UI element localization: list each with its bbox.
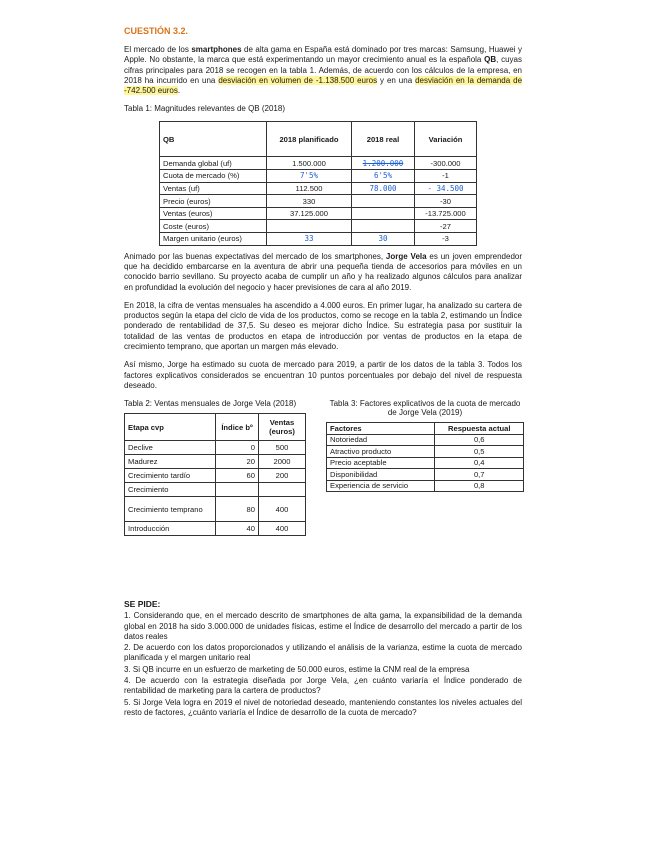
handwritten-value: 7'5% xyxy=(267,170,352,183)
table3-block xyxy=(326,399,524,492)
jorge-vela-paragraph: Animado por las buenas expectativas del mercado de los smartphones, Jorge Vela es un joven emprendedor que ha decidido embarcarse en la aventura de abrir una pequeña tienda de accesorios para móviles en un conocido barrio sevillano. Su proyecto acaba de cumplir un año y ha realizado algunos cálculos para analizar en profundidad la evolución del negocio y hacer previsiones de cara al año 2019. xyxy=(124,251,523,292)
table1-caption: Tabla 1: Magnitudes relevantes de QB (2018) xyxy=(124,104,285,114)
table-row: Precio aceptable 0,4 xyxy=(327,457,524,469)
sales-paragraph: En 2018, la cifra de ventas mensuales ha ascendido a 4.000 euros. En primer lugar, ha analizado su cartera de productos según la etapa del ciclo de vida de los productos, como se recoge en la tabla 2, estimando un Índice ponderado de rentabilidad de 37,5. Su deseo es mejorar dicho Índice. Su estrategia pasa por sustituir la totalidad de las ventas de productos en etapa de introducción por ventas de productos en la etapa de crecimiento temprano, que aportan un margen más elevado. xyxy=(124,300,522,352)
table-row: Precio (euros) 330 -30 xyxy=(160,195,477,208)
table1 xyxy=(159,121,477,245)
list-item: 5. Si Jorge Vela logra en 2019 el nivel de notoriedad deseado, manteniendo constantes los niveles actuales del resto de factores, ¿cuánto variaría el Índice de desarrollo de la cuota de mercado? xyxy=(124,697,522,717)
table3-header: Factores Respuesta actual xyxy=(327,423,524,435)
table2-block xyxy=(124,399,306,536)
highlight-volume-deviation: desviación en volumen de -1.138.500 euros xyxy=(218,75,378,85)
handwritten-value: 6'5% xyxy=(352,170,415,183)
table3-caption: Tabla 3: Factores explicativos de la cuota de mercado de Jorge Vela (2019) xyxy=(329,399,521,418)
se-pide-title: SE PIDE: xyxy=(124,599,161,610)
table-row: Crecimiento tardío 60 200 xyxy=(125,469,306,483)
document-page xyxy=(124,26,522,719)
table-row: Atractivo producto 0,5 xyxy=(327,446,524,458)
table-row: Cuota de mercado (%) 7'5% 6'5% -1 xyxy=(160,170,477,183)
table1-header-variation: Variación xyxy=(415,122,477,157)
table2 xyxy=(124,413,306,536)
intro-paragraph: El mercado de los smartphones de alta gama en España está dominado por tres marcas: Samsung, Huawei y Apple. No obstante, la marca que está experimentando un mayor crecimiento anual es la española QB, cuyas cifras principales para 2018 se recogen en la tabla 1. Además, de acuerdo con los cálculos de la empresa, en 2018 ha incurrido en una desviación en volumen de -1.138.500 euros y en una desviación en la demanda de -742.500 euros. xyxy=(124,45,523,96)
table-row: Coste (euros) -27 xyxy=(160,220,477,233)
table-row: Madurez 20 2000 xyxy=(125,455,306,469)
table-row: Introducción 40 400 xyxy=(125,522,306,536)
table-row: Demanda global (uf) 1.500.000 1.200.000 -300.000 xyxy=(160,157,477,170)
handwritten-value: 78.000 xyxy=(352,182,415,195)
market-share-paragraph: Así mismo, Jorge ha estimado su cuota de mercado para 2019, a partir de los datos de la tabla 3. Todos los factores explicativos considerados se encuentran 10 puntos porcentuales por debajo del nivel de respuesta deseado. xyxy=(124,360,522,390)
table3 xyxy=(326,422,524,492)
list-item: 3. Si QB incurre en un esfuerzo de marketing de 50.000 euros, estime la CNM real de la empresa xyxy=(124,664,470,674)
table1-header-planned: 2018 planificado xyxy=(267,122,352,157)
table-row: Disponibilidad 0,7 xyxy=(327,469,524,481)
questions-list xyxy=(124,611,522,718)
table-row: Margen unitario (euros) 33 30 -3 xyxy=(160,233,477,246)
table-row: Ventas (uf) 112.500 78.000 - 34.500 xyxy=(160,182,477,195)
highlight-demand-deviation: desviación en la demanda de -742.500 euros xyxy=(124,75,523,96)
table2-header: Etapa cvp Índice bº Ventas (euros) xyxy=(125,414,306,441)
table-row: Experiencia de servicio 0,8 xyxy=(327,480,524,492)
table-row: Crecimiento xyxy=(125,483,306,497)
list-item: 4. De acuerdo con la estrategia diseñada por Jorge Vela, ¿en cuánto variaría el Índice ponderado de rentabilidad de marketing para la cartera de productos? xyxy=(124,675,522,696)
list-item: 2. De acuerdo con los datos proporcionados y utilizando el análisis de la varianza, estime la cuota de mercado planificada y el margen unitario real xyxy=(124,643,522,663)
table1-header xyxy=(160,122,477,157)
table2-caption: Tabla 2: Ventas mensuales de Jorge Vela (2018) xyxy=(124,399,297,409)
handwritten-value: 33 xyxy=(267,233,352,246)
table-row: Ventas (euros) 37.125.000 -13.725.000 xyxy=(160,207,477,220)
table-row: Notoriedad 0,6 xyxy=(327,434,524,446)
handwritten-value: 30 xyxy=(352,233,415,246)
table-row: Declive 0 500 xyxy=(125,441,306,455)
table-row: Crecimiento temprano 80 400 xyxy=(125,497,306,522)
list-item: 1. Considerando que, en el mercado descrito de smartphones de alta gama, la expansibilidad de la demanda global en 2018 ha sido 3.000.000 de unidades físicas, estime el Índice de desarrollo del mercado a partir de los datos reales xyxy=(124,611,522,641)
tables-row xyxy=(124,399,522,559)
section-title: CUESTIÓN 3.2. xyxy=(124,26,189,36)
table1-header-real: 2018 real xyxy=(352,122,415,157)
handwritten-value: - 34.500 xyxy=(415,182,477,195)
handwritten-value: 1.200.000 xyxy=(352,157,415,170)
table1-header-qb: QB xyxy=(160,122,267,157)
